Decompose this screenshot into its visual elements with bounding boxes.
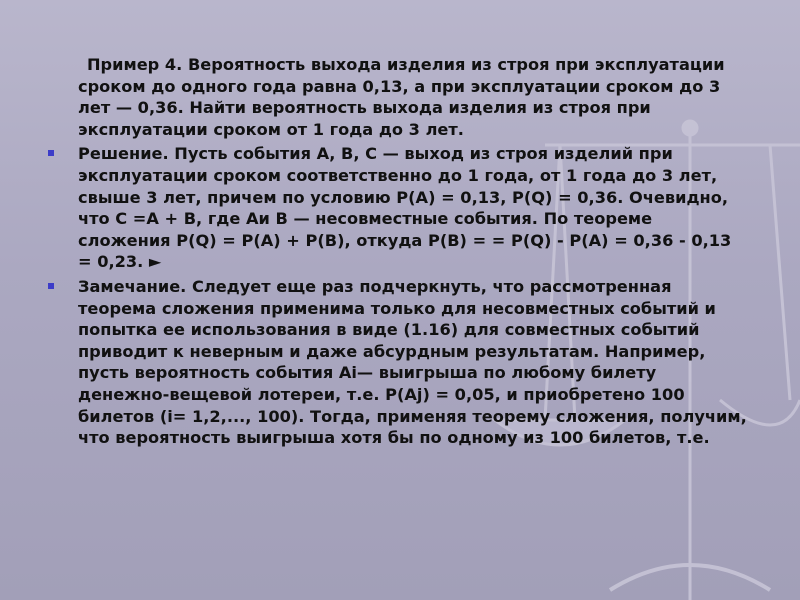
example-text: Пример 4. Вероятность выхода изделия из строя при эксплуатации сроком до одного года равна 0,13, а при эксплуатации сроком до 3 лет — 0,36. Найти вероятность выхода изделия из строя при эксплуатации сроком от 1 года до 3 лет. [78,55,725,139]
remark-text: Замечание. Следует еще раз подчеркнуть, что рассмотренная теорема сложения применима только для несовместных событий и попытка ее использования в виде (1.16) для совместных событий приводит к неверным и даже абсурдным результатам. Например, пусть вероятность события Ai— выигрыша по любому билету денежно-вещевой лотереи, т.е. P(Aj) = 0,05, и приобретено 100 билетов (i= 1,2,..., 100). Тогда, применяя теорему сложения, получим, что вероятность выигрыша хотя бы по одному из 100 билетов, т.е. [78,276,747,448]
bullet-square-icon [48,283,54,289]
solution-paragraph [48,143,748,273]
remark-paragraph [48,276,748,449]
example-paragraph [48,54,748,140]
bullet-square-icon [48,150,54,156]
solution-text: Решение. Пусть события А, В, С — выход из строя изделий при эксплуатации сроком соответственно до 1 года, от 1 года до 3 лет, свыше 3 лет, причем по условию Р(А) = 0,13, P(Q) = 0,36. Очевидно, что С =А + В, где Аи В — несовместные события. По теореме сложения P(Q) = Р(А) + Р(В), откуда Р(В) = = P(Q) - Р(А) = 0,36 - 0,13 = 0,23. ► [78,144,732,272]
slide-content [48,54,748,452]
